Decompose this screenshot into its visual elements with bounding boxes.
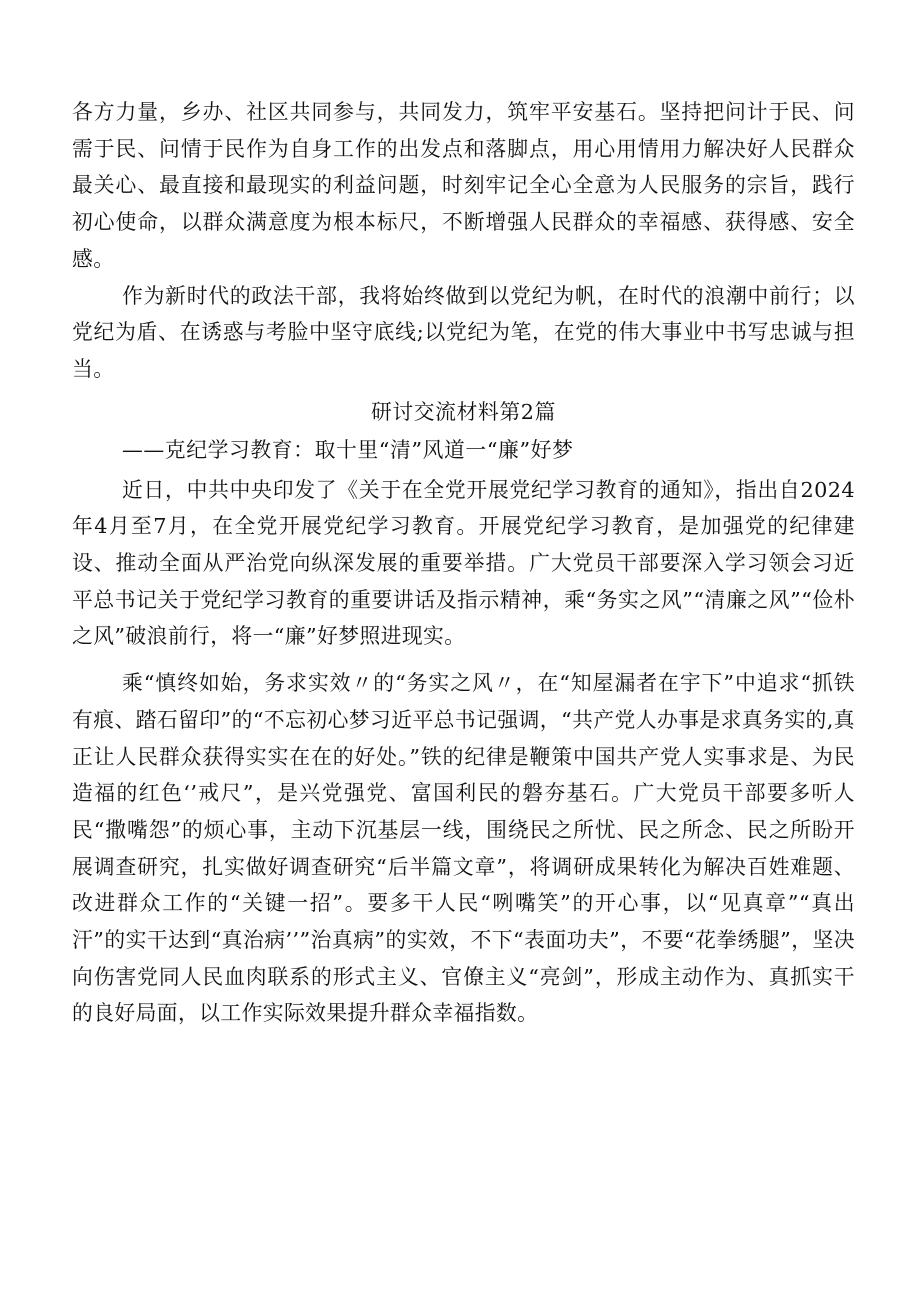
section-subtitle: ——克纪学习教育：取十里“清”风道一“廉”好梦 bbox=[122, 437, 574, 462]
section-title: 研讨交流材料第2篇 bbox=[370, 399, 556, 424]
paragraph-pragmatic-style: 乘“慎终如始，务求实效〃的“务实之风〃，在“知屋漏者在宇下”中追求“抓铁有痕、踏石留印”的“不忘初心梦习近平总书记强调，“共产党人办事是求真务实的,真正让人民群众获得实实在在的好处。”铁的纪律是鞭策中国共产党人实事求是、为民造福的红色‘’戒尺”，是兴党强党、富国利民的磐夯基石。广大党员干部要多听人民“撒嘴怨”的烦心事，主动下沉基层一线，围绕民之所忧、民之所念、民之所盼开展调查研究，扎实做好调查研究“后半篇文章”，将调研成果转化为解决百姓难题、改进群众工作的“关键一招”。要多干人民“咧嘴笑”的开心事，以“见真章”“真出汗”的实干达到“真治病’’”治真病”的实效，不下“表面功夫”，不要“花拳绣腿”，坚决向伤害党同人民血肉联系的形式主义、官僚主义“亮剑”，形成主动作为、真抓实干的良好局面，以工作实际效果提升群众幸福指数。 bbox=[72, 671, 855, 1026]
paragraph-pledge: 作为新时代的政法干部，我将始终做到以党纪为帆，在时代的浪潮中前行；以党纪为盾、在诱惑与考脸中坚守底线;以党纪为笔，在党的伟大事业中书写忠诚与担当。 bbox=[72, 283, 855, 381]
paragraph-continuation: 各方力量，乡办、社区共同参与，共同发力，筑牢平安基石。坚持把问计于民、问需于民、问情于民作为自身工作的出发点和落脚点，用心用情用力解决好人民群众最关心、最直接和最现实的利益问题，时刻牢记全心全意为人民服务的宗旨，践行初心使命，以群众满意度为根本标尺，不断增强人民群众的幸福感、获得感、安全感。 bbox=[72, 100, 855, 271]
paragraph-intro: 近日，中共中央印发了《关于在全党开展党纪学习教育的通知》，指出自2024年4月至7月，在全党开展党纪学习教育。开展党纪学习教育，是加强党的纪律建设、推动全面从严治党向纵深发展的重要举措。广大党员干部要深入学习领会习近平总书记关于党纪学习教育的重要讲话及指示精神，乘“务实之风”“清廉之风”“俭朴之风”破浪前行，将一“廉”好梦照进现实。 bbox=[72, 477, 855, 649]
document-page bbox=[72, 94, 855, 1032]
